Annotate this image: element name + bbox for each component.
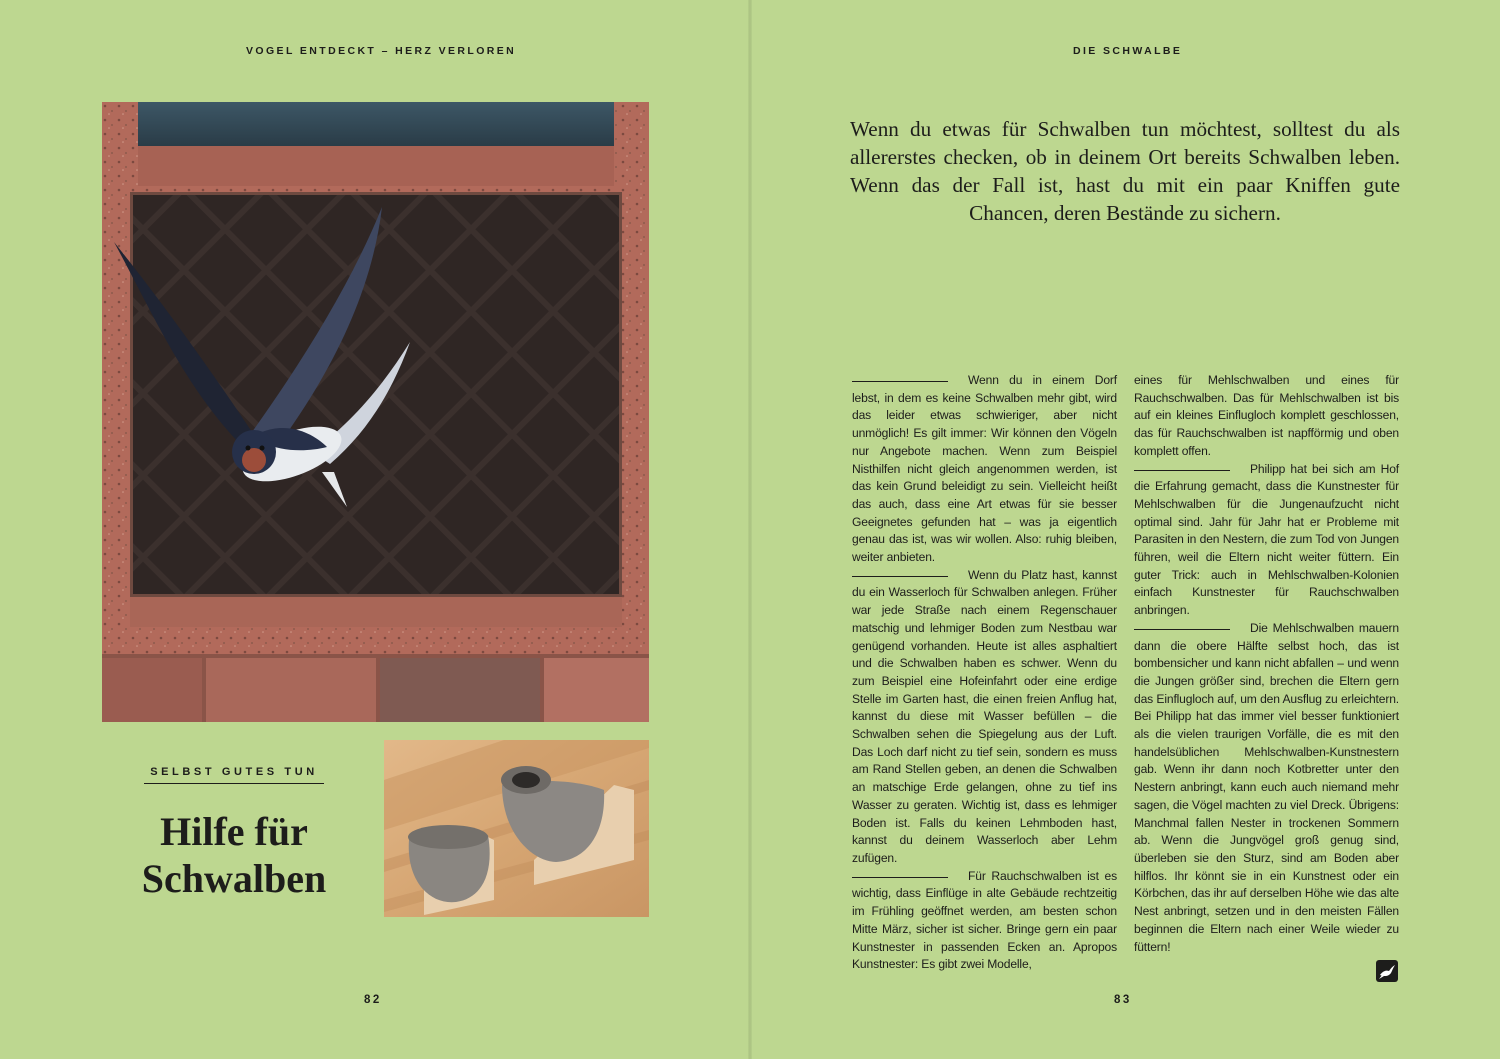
body-paragraph <box>852 372 1117 567</box>
feature-title-line-2: Schwalben <box>141 856 327 901</box>
body-paragraph-text: Philipp hat bei sich am Hof die Erfahrung gemacht, dass die Kunstnester für Mehlschwalben für die Jungenaufzucht nicht optimal sind. Jahr für Jahr hat er Probleme mit Parasiten in den Nestern, die zum Tod von Jungen führen, weil die Eltern nicht weiter füttern. Ein guter Trick: auch in Mehlschwalben-Kolonien einfach Kunstnester für Rauchschwalben anbringen. <box>1134 461 1399 618</box>
body-paragraph <box>852 567 1117 868</box>
intro-paragraph: Wenn du etwas für Schwalben tun möchtest, solltest du als allererstes checken, ob in deinem Ort bereits Schwalben leben. Wenn das der Fall ist, hast du mit ein paar Kniffen gute Chancen, deren Bestände zu sichern. <box>850 117 1400 225</box>
body-paragraph-text: Wenn du Platz hast, kannst du ein Wasserloch für Schwalben anlegen. Früher war jede Straße nach einem Regenschauer matschig und lehmiger Boden zum Nestbau war genügend vorhanden. Heute ist alles asphaltiert und die Schwalben haben es schwer. Wenn du zum Beispiel eine Hofeinfahrt oder eine erdige Stelle im Garten hast, die einen freien Anflug hat, kannst du diese mit Wasser befüllen – die Schwalben sehen die Spiegelung aus der Luft. Das Loch darf nicht zu tief sein, sondern es muss am Rand Stellen geben, an denen die Schwalben an matschige Erde gelangen, ohne zu tief ins Wasser zu geraten. Wichtig ist, dass es lehmiger Boden ist. Falls du keinen Lehmboden hast, kannst du deinem Wasserloch aber Lehm zufügen. <box>852 567 1117 865</box>
body-paragraph-text: Für Rauchschwalben ist es wichtig, dass Einflüge in alte Gebäude rechtzeitig im Frühling geöffnet werden, am besten schon Mitte März, sicher ist sicher. Bringe gern ein paar Kunstnester in passenden Ecken an. Apropos Kunstnester: Es gibt zwei Modelle, <box>852 868 1117 972</box>
body-paragraph <box>1134 461 1399 620</box>
body-column-left <box>852 372 1117 974</box>
swallow-end-mark-icon-shape <box>1376 960 1398 982</box>
swallow-end-mark-icon <box>1376 960 1398 982</box>
swallow-photo-illustration <box>102 102 649 722</box>
page-number-right: 83 <box>1114 994 1132 1006</box>
body-paragraph-text: Die Mehlschwalben mauern dann die obere Hälfte selbst hoch, das ist bombensicher und kann nicht abfallen – und wenn die Jungen größer sind, brechen die Eltern gern das Einflugloch auf, um den Ausflug zu erleichtern. Bei Philipp hat das immer viel besser funktioniert als die vielen traurigen Vorfälle, die es mit den handelsüblichen Mehlschwalben-Kunstnestern gab. Wenn ihr dann noch Kotbretter unter den Nestern anbringt, kann euch auch niemand mehr sagen, die Vögel machten zu viel Dreck. Übrigens: Manchmal fallen Nester in trockenen Sommern ab. Wenn die Jungvögel groß genug sind, überleben sie den Sturz, sind am Boden aber hilflos. Ihr könnt sie in ein Kunstnest oder ein Körbchen, das ihr auf derselben Höhe wie das alte Nest anbringt, setzen und in den meisten Fällen beginnen die Eltern nach einer Weile wieder zu füttern! <box>1134 620 1399 954</box>
body-paragraph <box>852 868 1117 974</box>
artificial-nests-photo <box>384 740 649 917</box>
paragraph-rule <box>1134 629 1230 630</box>
swallow-photo <box>102 102 649 722</box>
body-column-right <box>1134 372 1399 956</box>
artificial-nests-illustration <box>384 740 649 917</box>
body-paragraph <box>1134 620 1399 956</box>
section-kicker: SELBST GUTES TUN <box>144 766 324 784</box>
paragraph-rule <box>1134 470 1230 471</box>
body-paragraph-continuation: eines für Mehlschwalben und eines für Rauchschwalben. Das für Mehlschwalben ist bis auf ein kleines Einflugloch komplett geschlossen, das für Rauchschwalben ist napfförmig und oben komplett offen. <box>1134 373 1399 458</box>
paragraph-rule <box>852 381 948 382</box>
running-head-right: DIE SCHWALBE <box>1073 45 1183 57</box>
paragraph-rule <box>852 877 948 878</box>
page-number-left: 82 <box>364 994 382 1006</box>
page-gutter <box>748 0 752 1059</box>
feature-title-line-1: Hilfe für <box>160 809 308 854</box>
running-head-left: VOGEL ENTDECKT – HERZ VERLOREN <box>246 45 517 57</box>
body-paragraph-text: Wenn du in einem Dorf lebst, in dem es keine Schwalben mehr gibt, wird das leider etwas schwieriger, aber nicht unmöglich! Es gilt immer: Wir können den Vögeln nur Angebote machen. Wenn zum Beispiel Nisthilfen nicht gleich angenommen werden, ist das kein Grund beleidigt zu sein. Vielleicht heißt das auch, dass eine Art etwas für sie besser Geeignetes gefunden hat – was ja eigentlich genau das ist, was wir wollen. Also: ruhig bleiben, weiter anbieten. <box>852 373 1117 565</box>
paragraph-rule <box>852 576 948 577</box>
feature-title <box>120 808 348 902</box>
